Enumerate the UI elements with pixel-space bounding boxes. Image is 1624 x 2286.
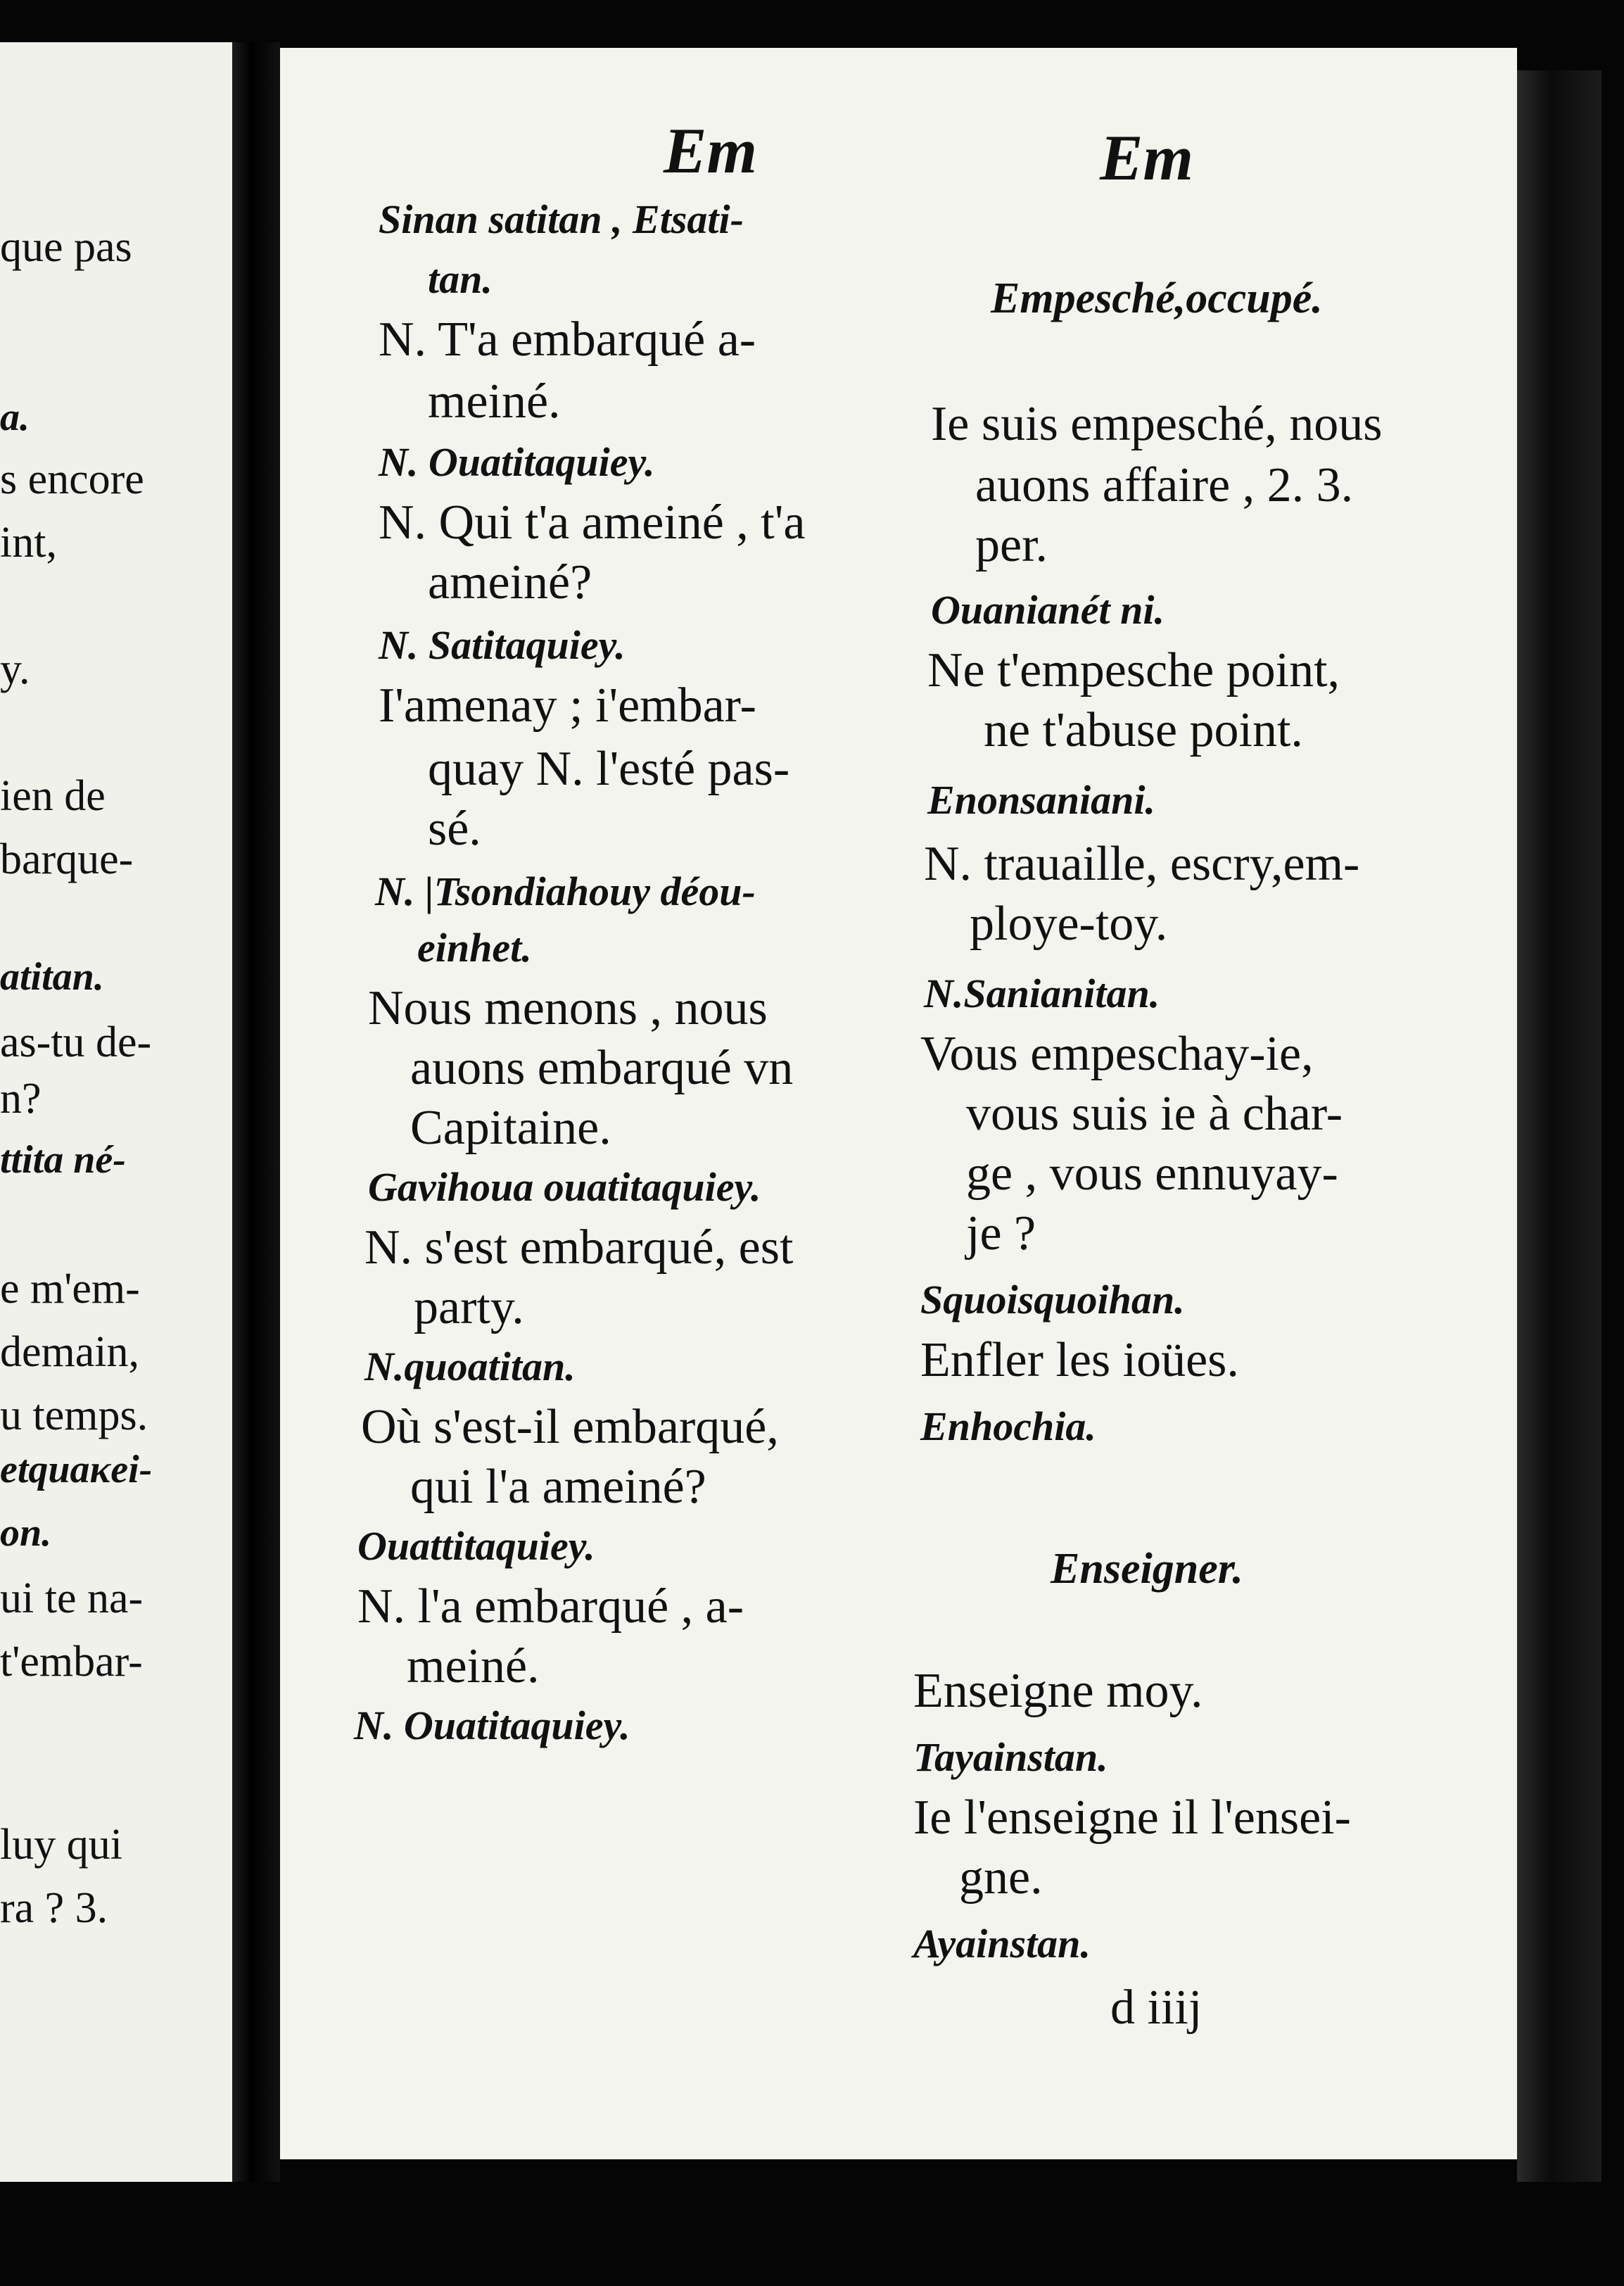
huron-entry: N. Ouatitaquiey. [354,1703,630,1748]
left-line: y. [0,645,30,693]
huron-entry: Ouattitaquiey. [357,1523,595,1569]
huron-entry: Sinan satitan , Etsati- [379,196,744,242]
left-line: demain, [0,1328,139,1376]
french-entry: je ? [966,1206,1036,1261]
huron-entry: Tayainstan. [913,1734,1108,1780]
french-entry: auons embarqué vn [410,1041,794,1095]
french-entry: Ne t'empesche point, [927,643,1340,697]
left-line: atitan. [0,955,104,999]
book-gutter [232,42,280,2182]
running-head: Em [664,115,757,187]
left-line: ien de [0,772,106,820]
french-entry: party. [414,1280,524,1334]
huron-entry: N.quoatitan. [364,1344,576,1389]
french-entry: Nous menons , nous [368,981,768,1035]
french-entry: Vous empeschay-ie, [920,1027,1314,1081]
left-line: t'embar- [0,1638,143,1686]
french-entry: Où s'est-il embarqué, [361,1400,779,1454]
huron-entry: Squoisquoihan. [920,1277,1185,1322]
section-heading: Empesché,occupé. [991,274,1323,322]
left-line: barque- [0,835,134,883]
french-entry: Ie l'enseigne il l'ensei- [913,1791,1351,1845]
left-page-fragment [0,42,232,2182]
french-entry: ne t'abuse point. [984,703,1303,757]
left-line: ttita né- [0,1138,126,1182]
french-entry: auons affaire , 2. 3. [975,458,1354,512]
left-line: u temps. [0,1391,148,1439]
left-line: etquaκei- [0,1448,153,1491]
section-heading: Enseigner. [1051,1545,1243,1593]
huron-entry: N. |Tsondiahouy déou- [375,869,756,914]
right-page [280,48,1517,2159]
left-line: n? [0,1075,42,1123]
french-entry: per. [975,518,1048,572]
french-entry: quay N. l'esté pas- [428,742,790,796]
french-entry: N. trauaille, escry,em- [924,837,1360,891]
french-entry: meiné. [407,1639,540,1693]
left-line: ra ? 3. [0,1884,108,1932]
french-entry: N. T'a embarqué a- [379,312,756,367]
french-entry: ploye-toy. [970,897,1168,951]
french-entry: ameiné? [428,555,592,610]
french-entry: Capitaine. [410,1101,611,1155]
huron-entry: Ouanianét ni. [931,587,1165,633]
french-entry: Enfler les ioües. [920,1333,1239,1387]
left-line: s encore [0,455,144,503]
french-entry: qui l'a ameiné? [410,1460,706,1514]
huron-entry: tan. [428,256,493,302]
huron-entry: N. Satitaquiey. [379,622,626,668]
left-line: ui te na- [0,1574,144,1622]
left-line: que pas [0,223,132,271]
huron-entry: N. Ouatitaquiey. [379,439,655,485]
french-entry: sé. [428,802,481,856]
french-entry: N. Qui t'a ameiné , t'a [379,495,806,550]
left-line: a. [0,396,30,439]
running-head: Em [1100,122,1193,194]
left-line: on. [0,1511,52,1555]
french-entry: gne. [959,1850,1043,1905]
french-entry: Ie suis empesché, nous [931,397,1383,451]
french-entry: vous suis ie à char- [966,1087,1343,1141]
huron-entry: Enhochia. [920,1403,1096,1449]
left-line: int, [0,519,57,567]
page-edge [1517,70,1601,2182]
huron-entry: Enonsaniani. [927,777,1156,823]
huron-entry: Gavihoua ouatitaquiey. [368,1164,761,1210]
french-entry: ge , vous ennuyay- [966,1147,1338,1201]
french-entry: I'amenay ; i'embar- [379,678,756,733]
huron-entry: einhet. [417,925,532,971]
left-line: luy qui [0,1821,122,1869]
french-entry: meiné. [428,374,561,429]
french-entry: N. l'a embarqué , a- [357,1579,744,1634]
left-line: e m'em- [0,1265,140,1313]
huron-entry: N.Sanianitan. [924,971,1160,1016]
left-line: as-tu de- [0,1018,152,1066]
french-entry: Enseigne moy. [913,1664,1203,1718]
french-entry: N. s'est embarqué, est [364,1220,794,1275]
huron-entry: Ayainstan. [913,1921,1091,1966]
signature-mark: d iiij [1110,1981,1203,2035]
